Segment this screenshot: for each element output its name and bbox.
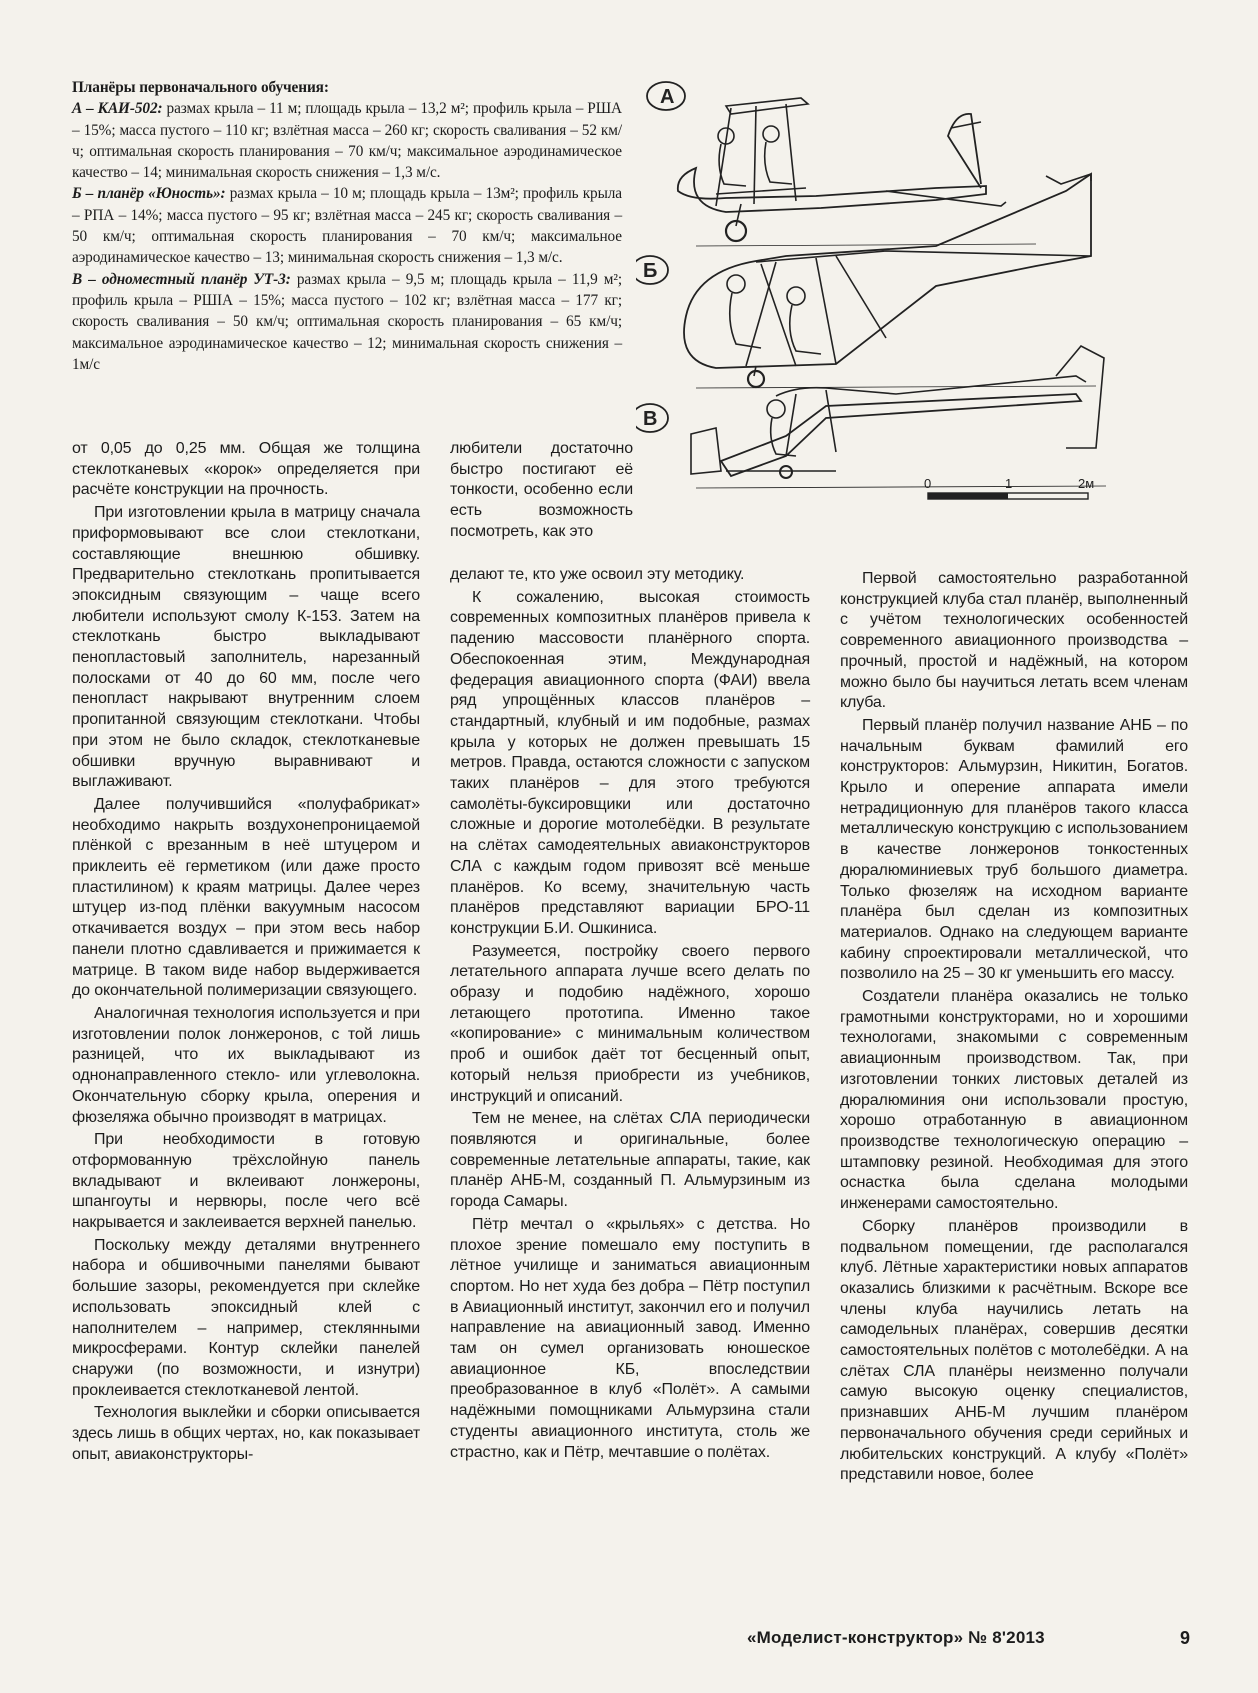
col3-para-1: Первой самостоятельно разработанной конструкцией клуба стал планёр, выполненный с учётом технологических особенностей современного авиационного производства – прочный, простой и надёжный, на котором можно было бы научиться летать всем членам клуба. bbox=[840, 570, 1188, 712]
col2-flow bbox=[450, 565, 810, 1463]
glider-a-drawing bbox=[647, 82, 1006, 241]
column-3 bbox=[840, 569, 1188, 1486]
spec-c-text: размах крыла – 9,5 м; площадь крыла – 11,9 м²; профиль крыла – РШІА – 15%; масса пустого – 102 кг; взлётная масса – 177 кг; скорость сваливания – 50 км/ч; оптимальная скорость планирования – 65 км/ч; максимальное аэродинамическое качество – 12; минимальная скорость снижения – 1м/с bbox=[72, 270, 622, 373]
specs-block bbox=[72, 77, 622, 375]
scale-bar bbox=[924, 476, 1094, 499]
col2-para-5: Пётр мечтал о «крыльях» с детства. Но плохое зрение помешало ему поступить в лётное училище и заниматься авиационным спортом. Но нет худа без добра – Пётр поступил в Авиационный институт, закончил его и получил направление на авиационный завод. Именно там он сумел организовать юношеское авиационное КБ, впоследствии преобразованное в клуб «Полёт». А самыми надёжными помощниками Альмурзина стали студенты авиационного института, столь же страстно, как и Пётр, мечтавшие о полётах. bbox=[450, 1215, 810, 1461]
col3-para-3: Создатели планёра оказались не только грамотными конструкторами, но и хорошими технологами, знакомыми с современным авиационным производством. Так, при изготовлении тонких листовых деталей из дюралюминия они использовали простую, хорошо отработанную в авиационном производстве технологическую операцию – штамповку резиной. Необходимая для этого оснастка была сделана молодыми инженерами самостоятельно. bbox=[840, 988, 1188, 1213]
col1-para-5: При необходимости в готовую отформованную трёхслойную панель вкладывают и вклеивают лонжероны, шпангоуты и нервюры, после чего всё накрывается и заклеивается верхней панелью. bbox=[72, 1131, 420, 1232]
scale-1: 1 bbox=[1005, 476, 1013, 491]
spec-a-lead: А – КАИ-502: bbox=[72, 100, 163, 118]
footer-magazine: «Моделист-конструктор» № 8'2013 bbox=[747, 1628, 1045, 1647]
scale-0: 0 bbox=[924, 476, 932, 491]
col3-para-2: Первый планёр получил название АНБ – по начальным буквам фамилий его конструкторов: Альмурзин, Никитин, Богатов. Крыло и оперение аппарата имели нетрадиционную для планёров такого класса металлическую конструкцию с использованием в качестве лонжеронов тонкостенных дюралюминиевых труб большого диаметра. Только фюзеляж на исходном варианте планёра был сделан из композитных материалов. Однако на следующем варианте кабину спроектировали металлической, что позволило на 25 – 30 кг уменьшить его массу. bbox=[840, 716, 1188, 983]
spec-b bbox=[72, 183, 622, 268]
col2-para-2: К сожалению, высокая стоимость современных композитных планёров привела к падению массовости планёрного спорта. Обеспокоенная этим, Международная федерация авиационного спорта (ФАИ) ввела ряд упрощённых классов планёров – стандартный, клубный и им подобные, размах крыла у которых не должен превышать 15 метров. Правда, остаются сложности с запуском таких планёров – для этого требуются самолёты-буксировщики или достаточно сложные и дорогие мотолебёдки. В результате на слётах самодеятельных авиаконструкторов СЛА с каждым годом привозят всё меньше планёров. Ко всему, значительную часть планёров представляют вариации БРО-11 конструкции Б.И. Ошкиниса. bbox=[450, 588, 810, 937]
gliders-figure bbox=[636, 76, 1196, 564]
spec-b-text: размах крыла – 10 м; площадь крыла – 13м²; профиль крыла – РПА – 14%; масса пустого – 95 кг; взлётная масса – 245 кг; скорость сваливания – 50 км/ч; оптимальная скорость планирования – 70 км/ч; максимальное аэродинамическое качество – 13; минимальная скорость снижения – 1,3 м/с. bbox=[72, 185, 622, 267]
col1-para-6: Поскольку между деталями внутреннего набора и обшивочными панелями бывают большие зазоры, рекомендуется при склейке использовать эпоксидный клей с наполнителем – например, стеклянными микросферами. Контур склейки панелей снаружи (по возможности, и изнутри) проклеивается стеклотканевой лентой. bbox=[72, 1236, 420, 1399]
col3-para-4: Сборку планёров производили в подвальном помещении, где располагался клуб. Лётные характеристики новых аппаратов оказались близкими к расчётным. Вскоре все члены клуба научились летать на самодельных планёрах, совершив десятки самостоятельных полётов с мотолебёдки. А на слётах СЛА планёры неизменно получали самую высокую оценку специалистов, признавших АНБ-М лучшим планёром первоначального обучения среди серийных и любительских конструкций. А клубу «Полёт» представили новое, более bbox=[840, 1217, 1188, 1484]
spec-b-lead: Б – планёр «Юность»: bbox=[72, 185, 226, 203]
spec-c-lead: В – одноместный планёр УТ-3: bbox=[72, 270, 291, 288]
col1-para-2: При изготовлении крыла в матрицу сначала приформовывают все слои стеклоткани, составляющие внешнюю обшивку. Предварительно стеклоткань пропитывается эпоксидным связующим – чаще всего любители используют смолу К-153. Затем на стеклоткань быстро выкладывают пенопластовый заполнитель, нарезанный полосками от 40 до 60 мм, после чего пенопласт накрывают внутренним слоем пропитанной связующим стеклоткани. Чтобы при этом не было складок, стеклотканевые обшивки вручную выравнивают и выглаживают. bbox=[72, 504, 420, 791]
column-1 bbox=[72, 439, 420, 1465]
label-a: А bbox=[660, 86, 675, 108]
col1-para-3: Далее получившийся «полуфабрикат» необходимо накрыть воздухонепроницаемой плёнкой с врезанным в неё штуцером и приклеить её герметиком (или даже просто пластилином) к краям матрицы. Далее через штуцер из-под плёнки вакуумным насосом откачивается воздух – при этом весь набор панели плотно сдавливается и прижимается к матрице. В таком виде набор выдерживается до окончательной полимеризации связующего. bbox=[72, 795, 420, 1000]
col2-para-3: Разумеется, постройку своего первого летательного аппарата лучше всего делать по образу и подобию надёжного, хорошо летающего прототипа. Именно такое «копирование» с минимальным количеством проб и ошибок даёт тот бесценный опыт, который нельзя приобрести из учебников, инструкций и описаний. bbox=[450, 942, 810, 1105]
scale-2: 2м bbox=[1078, 476, 1095, 491]
col2-top-narrow bbox=[450, 439, 633, 543]
specs-title: Планёры первоначального обучения: bbox=[72, 79, 329, 96]
spec-a bbox=[72, 98, 622, 183]
col2-top-text: любители достаточно быстро постигают её тонкости, особенно если есть возможность посмотреть, как это bbox=[450, 440, 633, 540]
glider-b-drawing bbox=[636, 174, 1091, 387]
page-number: 9 bbox=[1180, 1628, 1191, 1648]
col2-para-1: делают те, кто уже освоил эту методику. bbox=[450, 566, 745, 583]
col2-para-4: Тем не менее, на слётах СЛА периодически появляются и оригинальные, более современные летательные аппараты, такие, как планёр АНБ-М, созданный П. Альмурзиным из города Самары. bbox=[450, 1110, 810, 1211]
spec-a-text: размах крыла – 11 м; площадь крыла – 13,2 м²; профиль крыла – РША – 15%; масса пустого – 110 кг; взлётная масса – 260 кг; скорость сваливания – 52 км/ч; оптимальная скорость планирования – 70 км/ч; максимальное аэродинамическое качество – 14; минимальная скорость снижения – 1,3 м/с. bbox=[72, 100, 622, 182]
spec-c bbox=[72, 269, 622, 375]
label-b: Б bbox=[643, 260, 658, 282]
label-c: В bbox=[643, 408, 658, 430]
col1-para-7: Технология выклейки и сборки описывается здесь лишь в общих чертах, но, как показывает опыт, авиаконструкторы- bbox=[72, 1404, 420, 1463]
col1-para-4: Аналогичная технология используется и при изготовлении полок лонжеронов, с той лишь разницей, что их выкладывают из однонаправленного стекло- или углеволокна. Окончательную сборку крыла, оперения и фюзеляжа обычно производят в матрицах. bbox=[72, 1004, 420, 1126]
col1-para-1: от 0,05 до 0,25 мм. Общая же толщина стеклотканевых «корок» определяется при расчёте конструкции на прочность. bbox=[72, 440, 420, 499]
